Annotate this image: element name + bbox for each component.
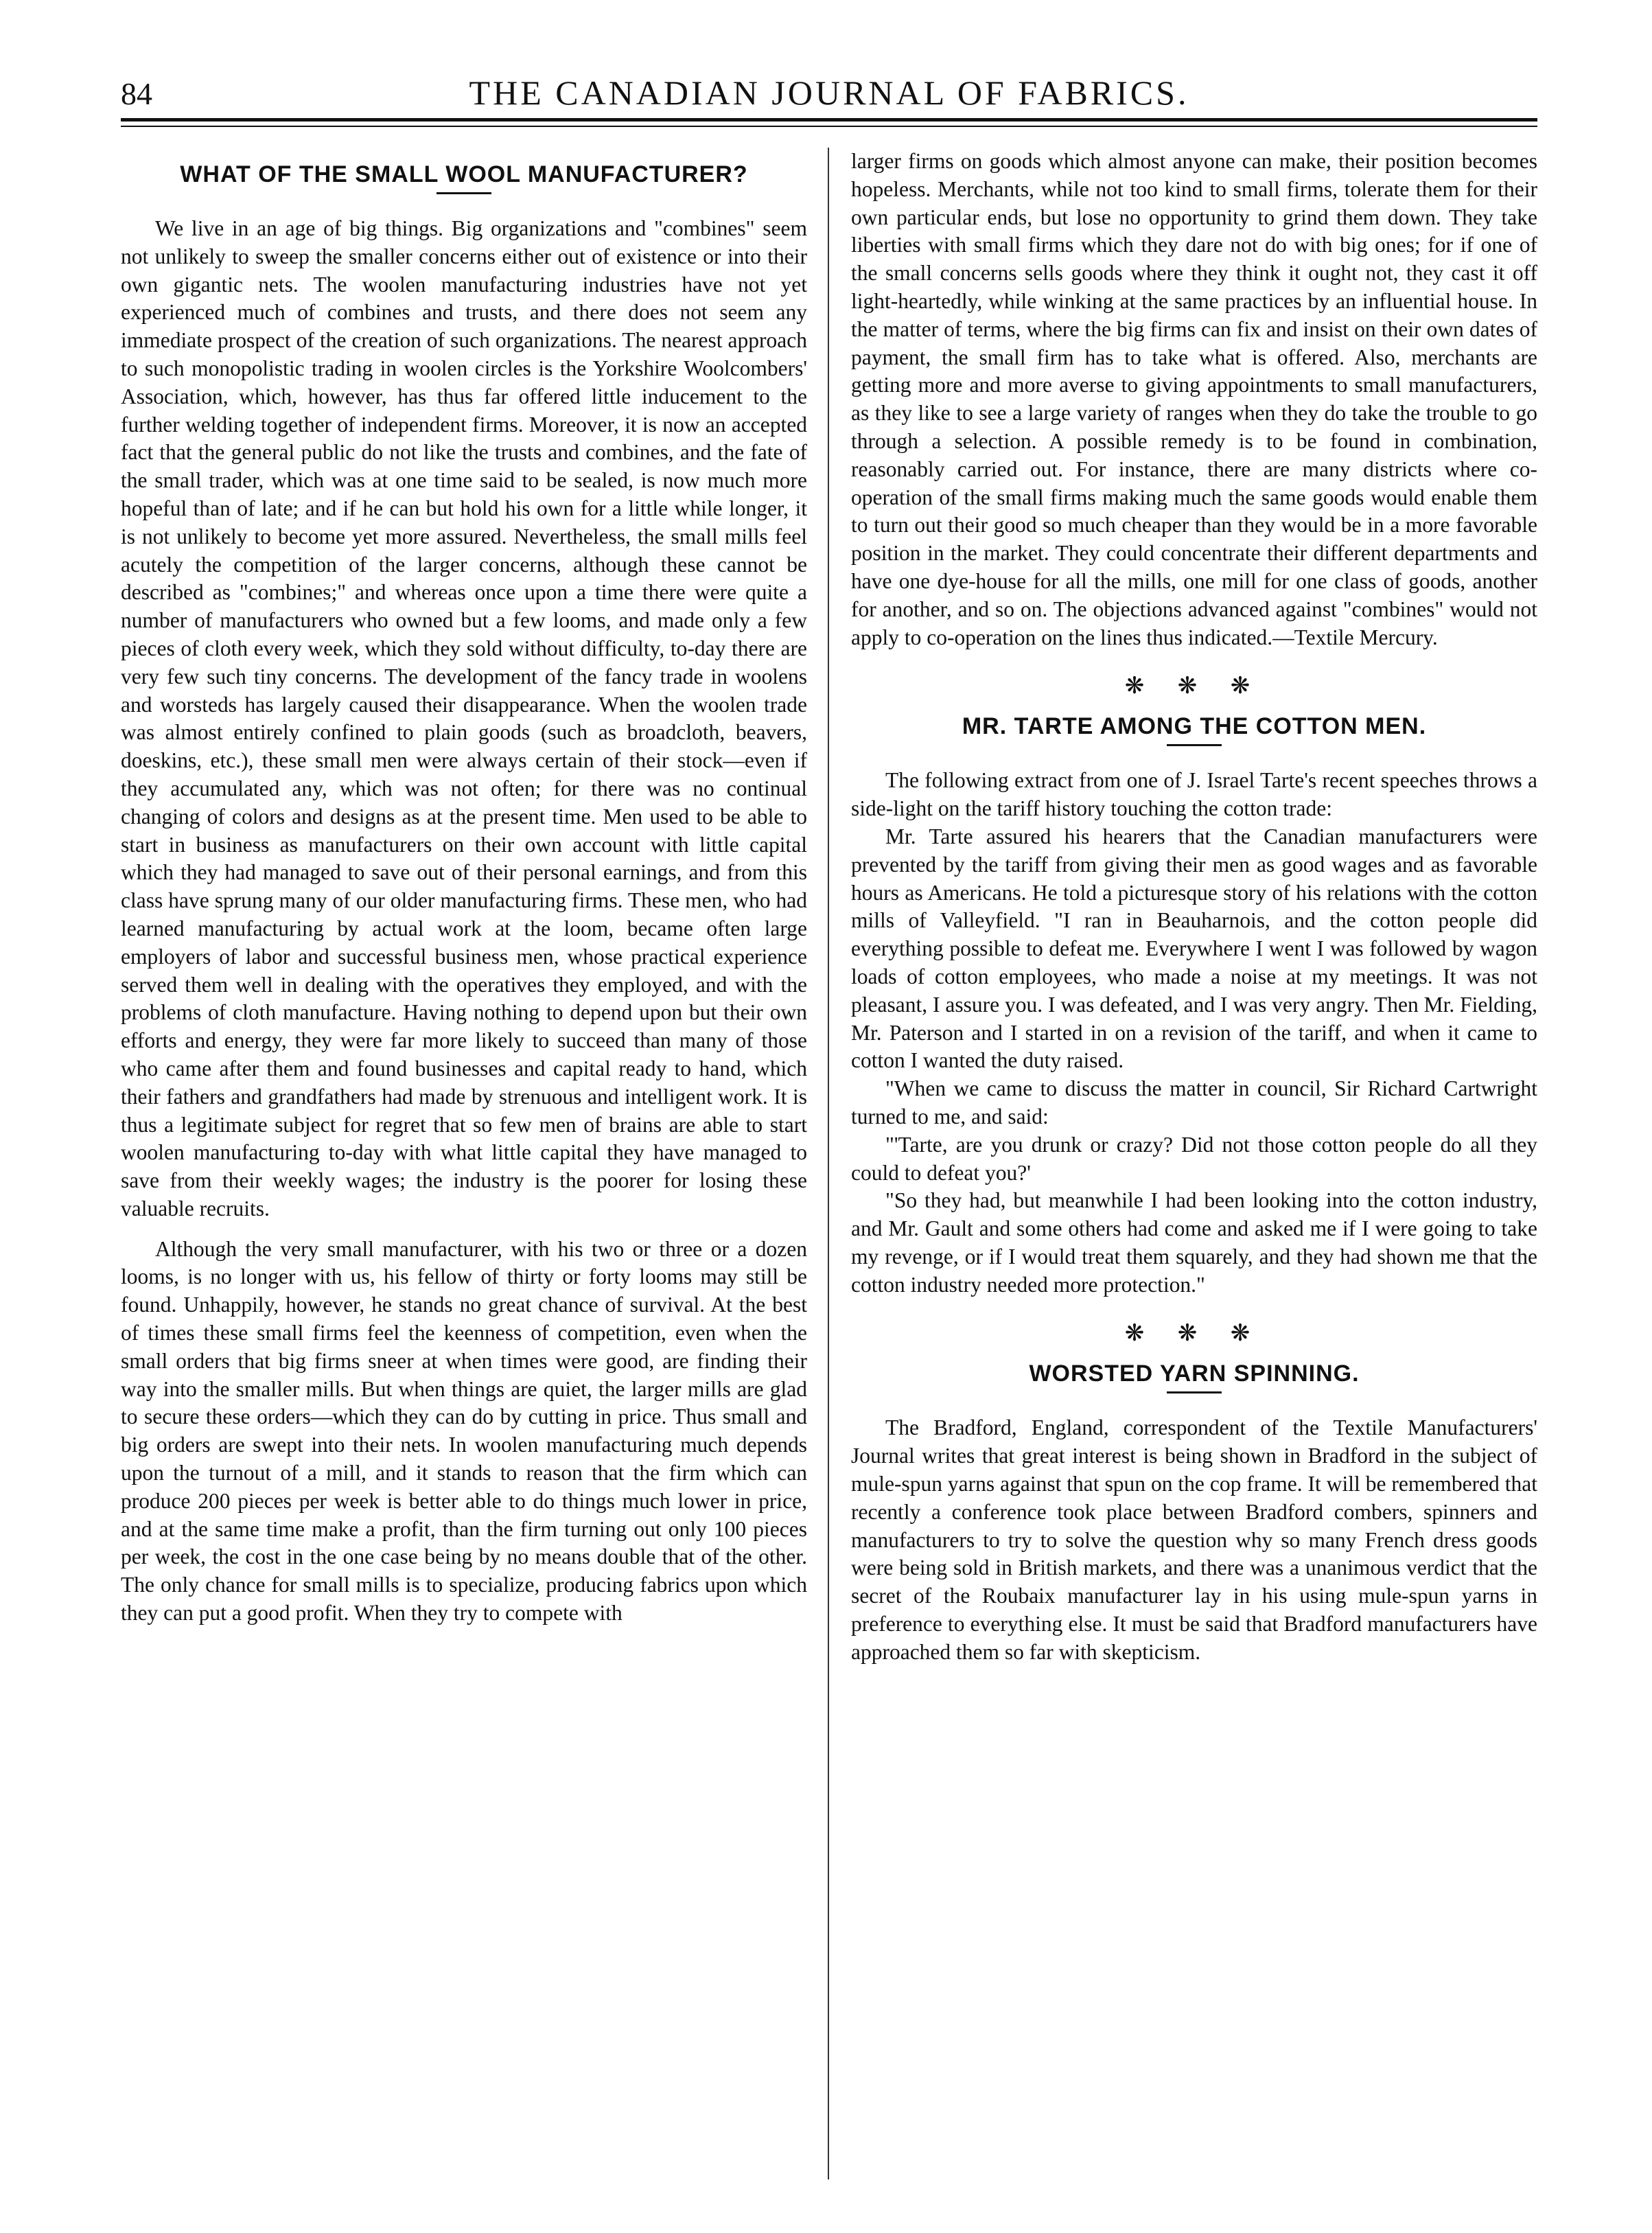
article-paragraph: "When we came to discuss the matter in council, Sir Richard Cartwright turned to me, and said: (851, 1076, 1537, 1129)
article-title-worsted: WORSTED YARN SPINNING. (1029, 1361, 1360, 1387)
article-paragraph: "'Tarte, are you drunk or crazy? Did not those cotton people do all they could to defeat you?' (851, 1132, 1537, 1185)
page-header (121, 63, 1537, 118)
heading-rule (1167, 1391, 1222, 1393)
article-paragraph: larger firms on goods which almost anyone can make, their position becomes hopeless. Merchants, while not too kind to small firms, tolerate them for their own particular ends, but lose no opportunity to grind them down. They take liberties with small firms which they dare not do with big ones; for if one of the small concerns sells goods where they think it ought not, they cast it off light-heartedly, while winking at the same practices by an influential house. In the matter of terms, where the big firms can fix and insist on their own dates of payment, the small firm has to take what is offered. Also, merchants are getting more and more averse to giving appointments to small manufacturers, as they like to see a large variety of ranges when they do take the trouble to go through a selection. A possible remedy is to be found in combination, reasonably carried out. For instance, there are many districts where co-operation of the small firms making much the same goods would enable them to turn out their good so much cheaper than they would be in a more favorable position in the market. They could concentrate their different departments and have one dye-house for all the mills, one mill for one class of goods, another for another, and so on. The objections advanced against "combines" would not apply to co-operation on the lines thus indicated.—Textile Mercury. (851, 149, 1537, 649)
article-title-small-wool: WHAT OF THE SMALL WOOL MANUFACTURER? (180, 161, 748, 187)
article-paragraph: Mr. Tarte assured his hearers that the Canadian manufacturers were prevented by the tariff from giving their men as good wages and as favorable hours as Americans. He told a picturesque story of his relations with the cotton mills of Valleyfield. "I ran in Beauharnois, and the cotton people did everything possible to defeat me. Everywhere I went I was followed by wagon loads of cotton employees, who made a noise at my meetings. It was not pleasant, I assure you. I was defeated, and I was very angry. Then Mr. Fielding, Mr. Paterson and I started in on a revision of the tariff, and when it came to cotton I wanted the duty raised. (851, 824, 1537, 1073)
heading-rule (1167, 744, 1222, 746)
article-paragraph: The Bradford, England, correspondent of the Textile Manufacturers' Journal writes that great interest is being shown in Bradford in the subject of mule-spun yarns against that spun on the cop frame. It will be remembered that recently a conference took place between Bradford combers, spinners and manufacturers to try to solve the question why so many French dress goods were being sold in British markets, and there was a unanimous verdict that the secret of the Roubaix manufacturer lay in his using mule-spun yarns in preference to everything else. It must be said that Bradford manufacturers have approached them so far with skepticism. (851, 1415, 1537, 1664)
article-paragraph: The following extract from one of J. Israel Tarte's recent speeches throws a side-light on the tariff history touching the cotton trade: (851, 768, 1537, 821)
header-rule-thin (121, 126, 1537, 127)
article-paragraph: "So they had, but meanwhile I had been looking into the cotton industry, and Mr. Gault and some others had come and asked me if I were going to take my revenge, or if I would treat them squarely, and they had shown me that the cotton industry needed more protection." (851, 1188, 1537, 1297)
page-number: 84 (121, 76, 152, 111)
column-divider (828, 148, 829, 2179)
section-ornament: ❋ ❋ ❋ (1124, 1321, 1264, 1347)
right-column (851, 148, 1537, 2193)
heading-rule (437, 192, 491, 194)
article-paragraph: We live in an age of big things. Big organizations and "combines" seem not unlikely to sweep the smaller concerns either out of existence or into their own gigantic nets. The woolen manufacturing industries have not yet experienced much of combines and trusts, and there does not seem any immediate prospect of the creation of such organizations. The nearest approach to such monopolistic trading in woolen circles is the Yorkshire Woolcombers' Association, which, however, has thus far offered little inducement to the further welding together of independent firms. Moreover, it is now an accepted fact that the general public do not like the trusts and combines, and the fate of the small trader, which was at one time said to be sealed, is now much more hopeful than of late; and if he can but hold his own for a little while longer, it is not unlikely to become yet more assured. Nevertheless, the small mills feel acutely the competition of the larger concerns, although these cannot be described as "combines;" and whereas once upon a time there were quite a number of manufacturers who owned but a few looms, and made only a few pieces of cloth every week, which they sold without difficulty, to-day there are very few such tiny concerns. The development of the fancy trade in woolens and worsteds has largely caused their disappearance. When the woolen trade was almost entirely confined to plain goods (such as broadcloth, beavers, doeskins, etc.), these small men were always certain of their stock—even if they accumulated any, which was not often; for there was no continual changing of colors and designs as at the present time. Men used to be able to start in business as manufacturers on their own account with little capital which they had managed to save out of their personal earnings, and from this class have sprung many of our older manufacturing firms. These men, who had learned manufacturing by actual work at the loom, became often large employers of labor and successful business men, whose practical experience served them well in dealing with the operatives they employed, and with the problems of cloth manufacture. Having nothing to depend upon but their own efforts and energy, they were far more likely to succeed than many of those who came after them and found businesses and capital ready to hand, which their fathers and grandfathers had made by strenuous and intelligent work. It is thus a legitimate subject for regret that so few men of brains are able to start woolen manufacturing to-day with what little capital they have managed to save from their weekly wages; the industry is the poorer for losing these valuable recruits. (121, 216, 807, 1220)
section-ornament: ❋ ❋ ❋ (1124, 673, 1264, 699)
journal-title: THE CANADIAN JOURNAL OF FABRICS. (469, 73, 1189, 112)
article-title-tarte: MR. TARTE AMONG THE COTTON MEN. (962, 713, 1427, 740)
article-paragraph: Although the very small manufacturer, with his two or three or a dozen looms, is no longer with us, his fellow of thirty or forty looms may still be found. Unhappily, however, he stands no great chance of survival. At the best of times these small firms feel the keenness of competition, even when the small orders that big firms sneer at when times were good, are finding their way into the smaller mills. But when things are quiet, the larger mills are glad to secure these orders—which they can do by cutting in price. Thus small and big orders are swept into their nets. In woolen manufacturing much depends upon the turnout of a mill, and it stands to reason that the firm which can produce 200 pieces per week is better able to do things much lower in price, and at the same time make a profit, than the firm turning out only 100 pieces per week, the cost in the one case being by no means double that of the other. The only chance for small mills is to specialize, producing fabrics upon which they can put a good profit. When they try to compete with (121, 1236, 807, 1625)
header-rule-thick (121, 118, 1537, 122)
left-column (121, 148, 807, 2193)
